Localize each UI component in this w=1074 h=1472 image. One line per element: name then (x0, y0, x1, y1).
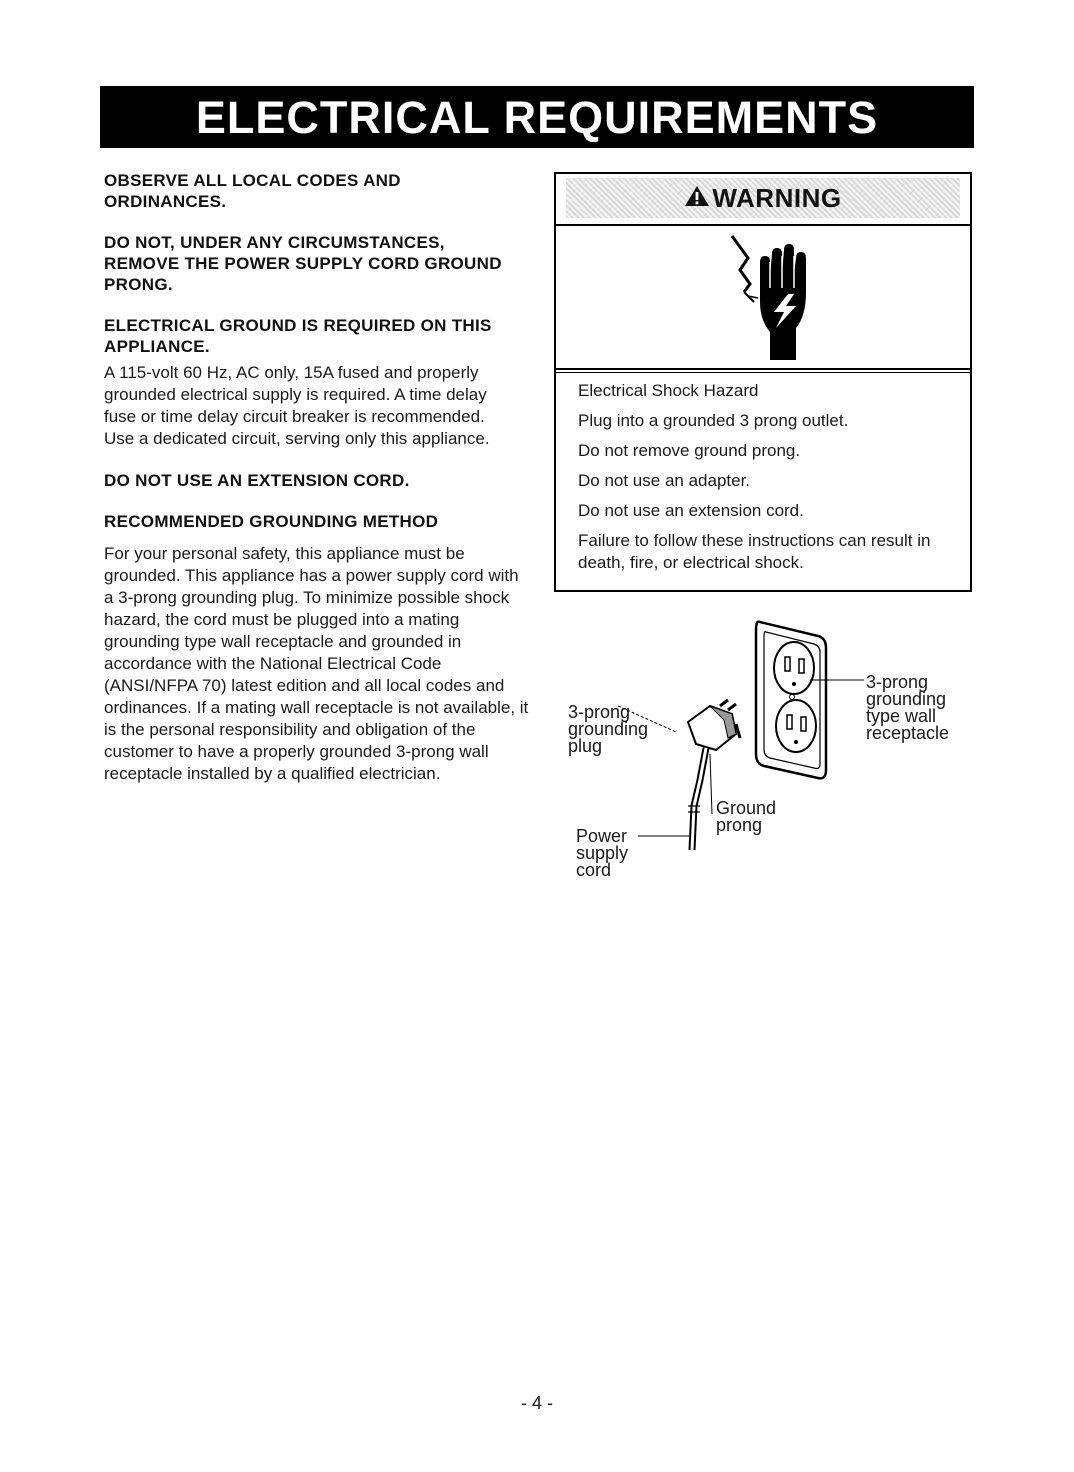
warning-divider-bottom-thin (556, 372, 970, 373)
wall-receptacle-icon (756, 622, 826, 779)
label-cord-line: Power (576, 826, 628, 846)
supply-requirement-text: A 115-volt 60 Hz, AC only, 15A fused and properly grounded electrical supply is required. A time delay fuse or time delay circuit breaker is recommended. Use a dedicated circuit, serving only this appliance. (104, 363, 490, 448)
warning-line: Electrical Shock Hazard (578, 381, 759, 400)
label-cord-line: cord (576, 860, 612, 880)
warning-divider-bottom (556, 368, 970, 370)
grounding-method-text: For your personal safety, this appliance must be grounded. This appliance has a power supply cord with a 3-prong grounding plug. To minimize possible shock hazard, the cord must be plugged into a mating grounding type wall receptacle and grounded in accordance with the National Electrical Code (ANSI/NFPA 70) latest edition and all local codes and ordinances. If a mating wall receptacle is not available, it is the personal responsibility and obligation of the customer to have a properly grounded 3-prong wall receptacle installed by a qualified electrician. (104, 544, 529, 783)
title-banner (100, 86, 974, 148)
warning-title: WARNING (712, 182, 842, 213)
warning-line: Failure to follow these instructions can result in death, fire, or electrical shock. (578, 531, 931, 572)
warning-lines (578, 380, 968, 582)
electrical-shock-hand-icon (726, 232, 836, 367)
warning-divider-top (556, 224, 970, 226)
label-plug-line: 3-prong (568, 702, 631, 722)
grounding-diagram (560, 610, 980, 900)
warning-line: Do not use an adapter. (578, 471, 751, 490)
heading-local-codes: OBSERVE ALL LOCAL CODES AND ORDINANCES. (104, 171, 401, 211)
heading-ground-required: ELECTRICAL GROUND IS REQUIRED ON THIS APPLIANCE. (104, 316, 492, 356)
warning-triangle-icon (684, 185, 710, 212)
requirements-column (104, 170, 534, 801)
page-number: - 4 - (520, 1393, 553, 1413)
label-receptacle-line: 3-prong (866, 672, 929, 692)
label-power-cord (576, 828, 628, 879)
label-ground-line: prong (716, 815, 763, 835)
label-ground-prong (716, 800, 776, 834)
warning-box (554, 172, 972, 592)
label-plug (568, 704, 648, 755)
heading-ground-prong: DO NOT, UNDER ANY CIRCUMSTANCES, REMOVE THE POWER SUPPLY CORD GROUND PRONG. (104, 233, 502, 294)
warning-header (566, 178, 960, 218)
label-receptacle (866, 674, 949, 742)
warning-line: Plug into a grounded 3 prong outlet. (578, 411, 849, 430)
label-receptacle-line: grounding (866, 689, 947, 709)
warning-line: Do not remove ground prong. (578, 441, 801, 460)
label-plug-line: grounding (568, 719, 649, 739)
label-ground-line: Ground (716, 798, 777, 818)
heading-no-extension-cord: DO NOT USE AN EXTENSION CORD. (104, 471, 410, 490)
label-receptacle-line: receptacle (866, 723, 950, 743)
warning-line: Do not use an extension cord. (578, 501, 804, 520)
page-title: ELECTRICAL REQUIREMENTS (195, 91, 879, 143)
label-cord-line: supply (576, 843, 629, 863)
label-receptacle-line: type wall (866, 706, 937, 726)
label-plug-line: plug (568, 736, 603, 756)
heading-grounding-method: RECOMMENDED GROUNDING METHOD (104, 512, 439, 531)
